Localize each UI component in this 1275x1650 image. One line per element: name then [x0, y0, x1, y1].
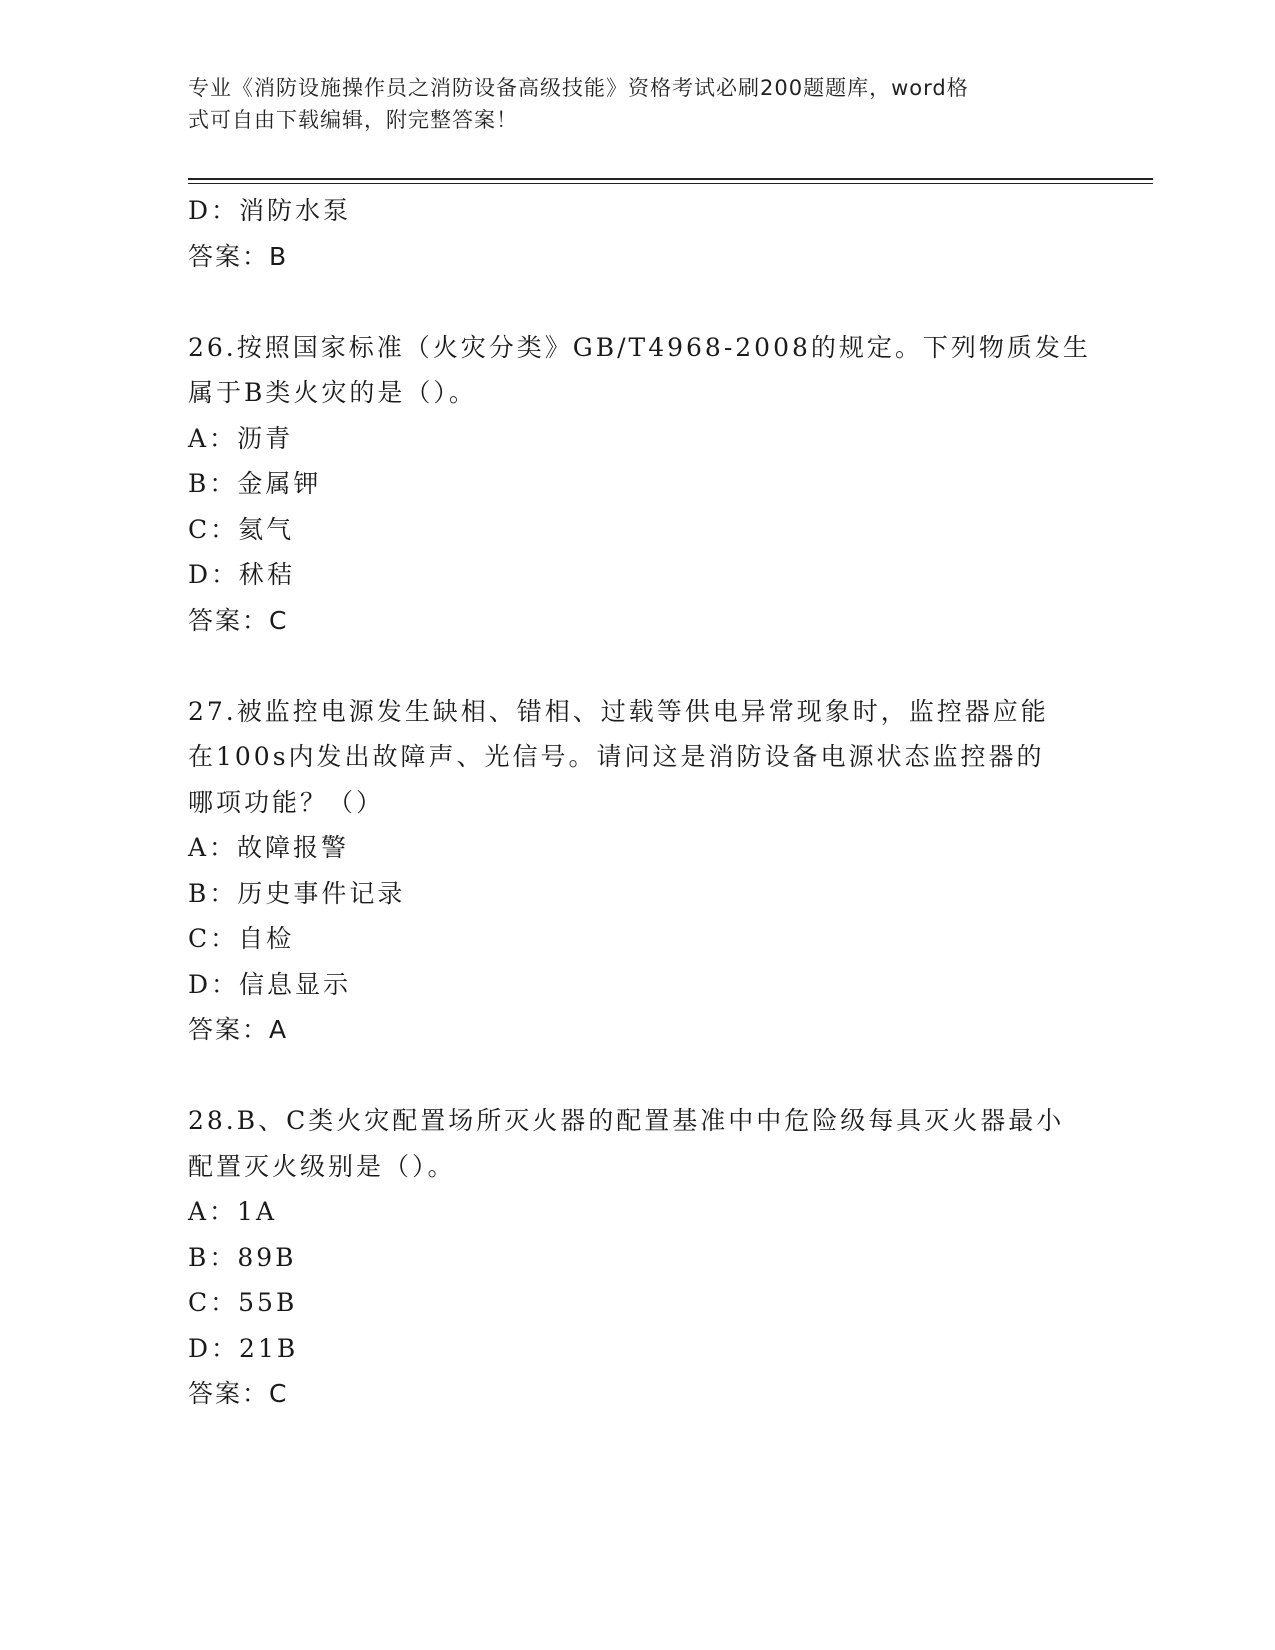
header-divider-thick [188, 178, 1153, 180]
question-text-line: 27.被监控电源发生缺相、错相、过载等供电异常现象时，监控器应能 [188, 696, 1049, 726]
question-text-line: 属于B类火灾的是（）。 [188, 378, 477, 407]
answer-line: 答案：B [188, 241, 289, 271]
answer-line: 答案：C [188, 1379, 289, 1408]
option-b: B：89B [188, 1242, 297, 1272]
option-c: C：氦气 [188, 514, 295, 544]
question-text-line: 28.B、C类火灾配置场所灭火器的配置基准中中危险级每具灭火器最小 [188, 1106, 1065, 1135]
option-d: D：21B [188, 1333, 299, 1363]
document-header [188, 72, 1068, 136]
header-line-1: 专业《消防设施操作员之消防设备高级技能》资格考试必刷200题题库，word格 [188, 76, 969, 100]
option-d: D：消防水泵 [188, 196, 352, 225]
header-line-2: 式可自由下载编辑，附完整答案！ [188, 108, 518, 132]
answer-line: 答案：A [188, 1015, 289, 1044]
option-a: A：沥青 [188, 423, 294, 453]
question-text-line: 配置灭火级别是（）。 [188, 1151, 456, 1181]
option-b: B：金属钾 [188, 469, 322, 498]
option-c: C：55B [188, 1288, 298, 1317]
question-27 [188, 689, 1088, 1053]
header-divider-thin [188, 183, 1153, 184]
option-d: D：信息显示 [188, 969, 352, 999]
option-d: D：秫秸 [188, 560, 296, 589]
question-list [188, 188, 1091, 1417]
answer-line: 答案：C [188, 605, 289, 635]
question-text-line: 哪项功能？（） [188, 787, 385, 817]
question-26 [188, 325, 1091, 644]
question-28 [188, 1098, 1088, 1417]
option-a: A：1A [188, 1197, 278, 1226]
question-text-line: 在100s内发出故障声、光信号。请问这是消防设备电源状态监控器的 [188, 742, 1045, 771]
option-a: A：故障报警 [188, 833, 350, 862]
option-b: B：历史事件记录 [188, 878, 406, 908]
option-c: C：自检 [188, 924, 295, 953]
question-text-line: 26.按照国家标准（火灾分类》GB/T4968-2008的规定。下列物质发生 [188, 332, 1091, 362]
